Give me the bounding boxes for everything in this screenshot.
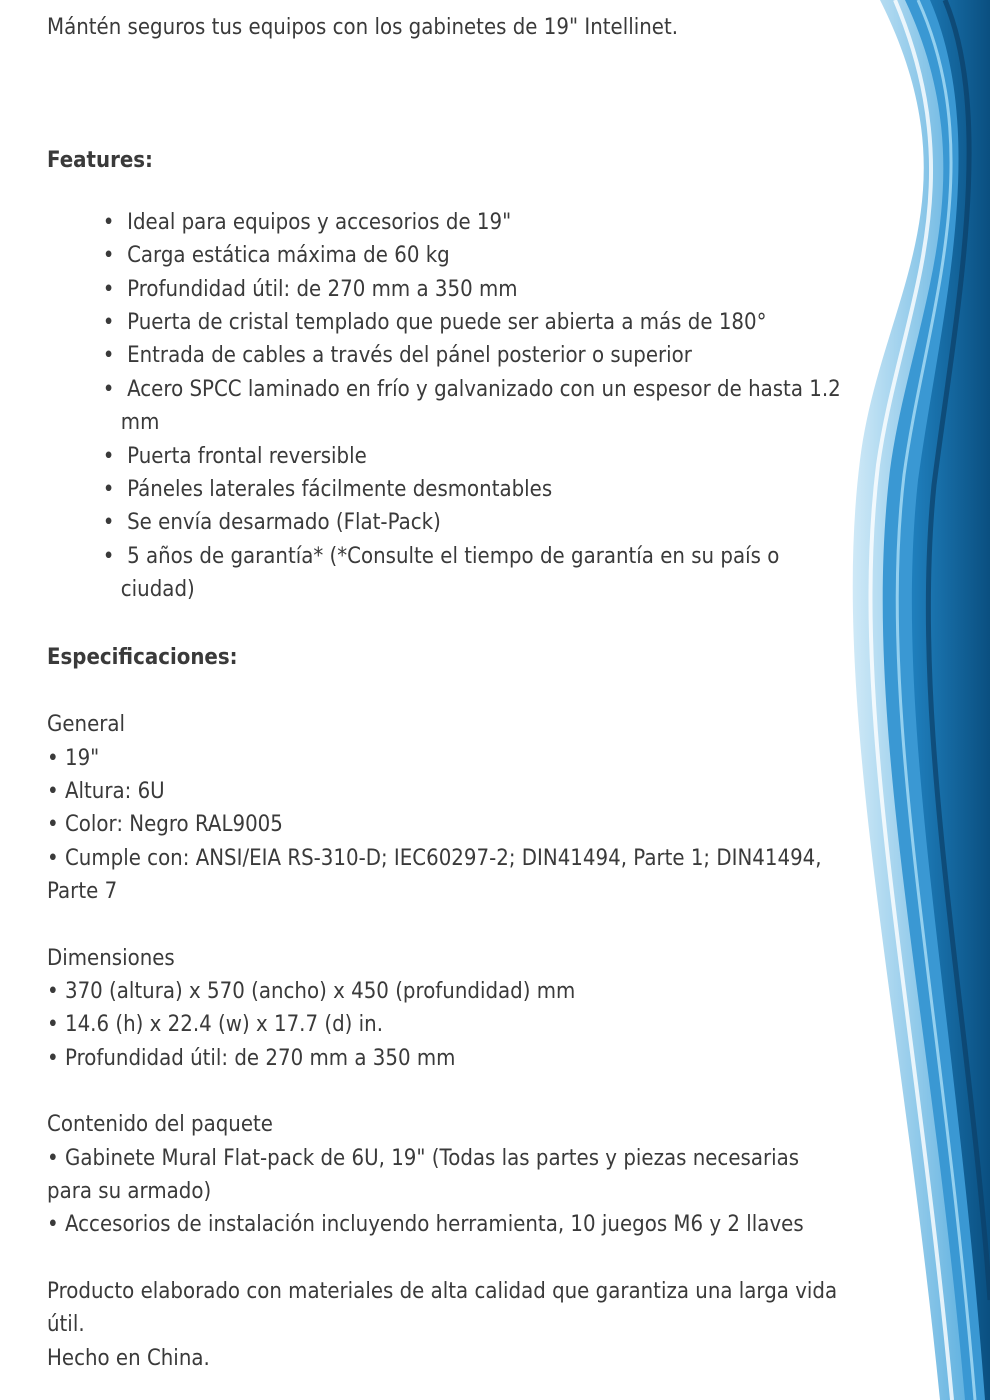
list-item [103,440,857,473]
feature-text: Páneles laterales fácilmente desmontables [127,477,553,503]
spec-line: Parte 7 [47,879,118,905]
closing-line: Producto elaborado con materiales de alta calidad que garantiza una larga vida [47,1278,838,1304]
closing-line: útil. [47,1312,85,1338]
bullet-icon: • [102,543,115,569]
feature-text-continued: ciudad) [120,577,195,603]
spec-line: • Altura: 6U [47,778,165,804]
product-description [47,0,857,1375]
bullet-icon: • [102,243,115,269]
spec-line: • 14.6 (h) x 22.4 (w) x 17.7 (d) in. [47,1012,384,1038]
feature-text-continued: mm [120,410,160,436]
spec-line: • 370 (altura) x 570 (ancho) x 450 (profundidad) mm [47,978,576,1004]
bullet-icon: • [102,477,115,503]
list-item [103,206,857,239]
feature-text: Entrada de cables a través del pánel posterior o superior [127,343,692,369]
list-item [103,239,857,272]
bullet-icon: • [102,276,115,302]
bullet-icon: • [102,310,115,336]
list-item [103,540,857,607]
package-section-title: Contenido del paquete [47,1112,273,1138]
feature-text: 5 años de garantía* (*Consulte el tiempo de garantía en su país o [127,543,780,569]
list-item [103,339,857,372]
dimensions-section-title: Dimensiones [47,945,175,971]
origin-line: Hecho en China. [47,1345,210,1371]
feature-text: Profundidad útil: de 270 mm a 350 mm [127,276,518,302]
spec-line: • 19" [47,745,100,771]
feature-text: Acero SPCC laminado en frío y galvanizado con un espesor de hasta 1.2 [127,376,841,402]
spec-line: • Cumple con: ANSI/EIA RS-310-D; IEC60297-2; DIN41494, Parte 1; DIN41494, [47,845,822,871]
spec-line: para su armado) [47,1178,212,1204]
spec-line: • Accesorios de instalación incluyendo herramienta, 10 juegos M6 y 2 llaves [47,1212,804,1238]
feature-text: Carga estática máxima de 60 kg [127,243,450,269]
spec-line: • Color: Negro RAL9005 [47,812,283,838]
feature-text: Se envía desarmado (Flat-Pack) [127,510,441,536]
intro-text: Mántén seguros tus equipos con los gabinetes de 19" Intellinet. [47,15,679,40]
list-item [103,306,857,339]
bullet-icon: • [102,376,115,402]
list-item [103,373,857,440]
bullet-icon: • [102,510,115,536]
list-item [103,273,857,306]
bullet-icon: • [102,443,115,469]
spec-line: • Profundidad útil: de 270 mm a 350 mm [47,1045,456,1071]
list-item [103,473,857,506]
feature-text: Ideal para equipos y accesorios de 19" [127,209,512,235]
general-section-title: General [47,712,126,738]
bullet-icon: • [102,209,115,235]
feature-text: Puerta frontal reversible [127,443,367,469]
feature-text: Puerta de cristal templado que puede ser abierta a más de 180° [127,310,767,336]
features-heading: Features: [47,148,153,174]
specifications-heading: Especificaciones: [47,644,238,670]
bullet-icon: • [102,343,115,369]
list-item [103,506,857,539]
spec-line: • Gabinete Mural Flat-pack de 6U, 19" (Todas las partes y piezas necesarias [47,1145,800,1171]
features-list [47,206,857,607]
